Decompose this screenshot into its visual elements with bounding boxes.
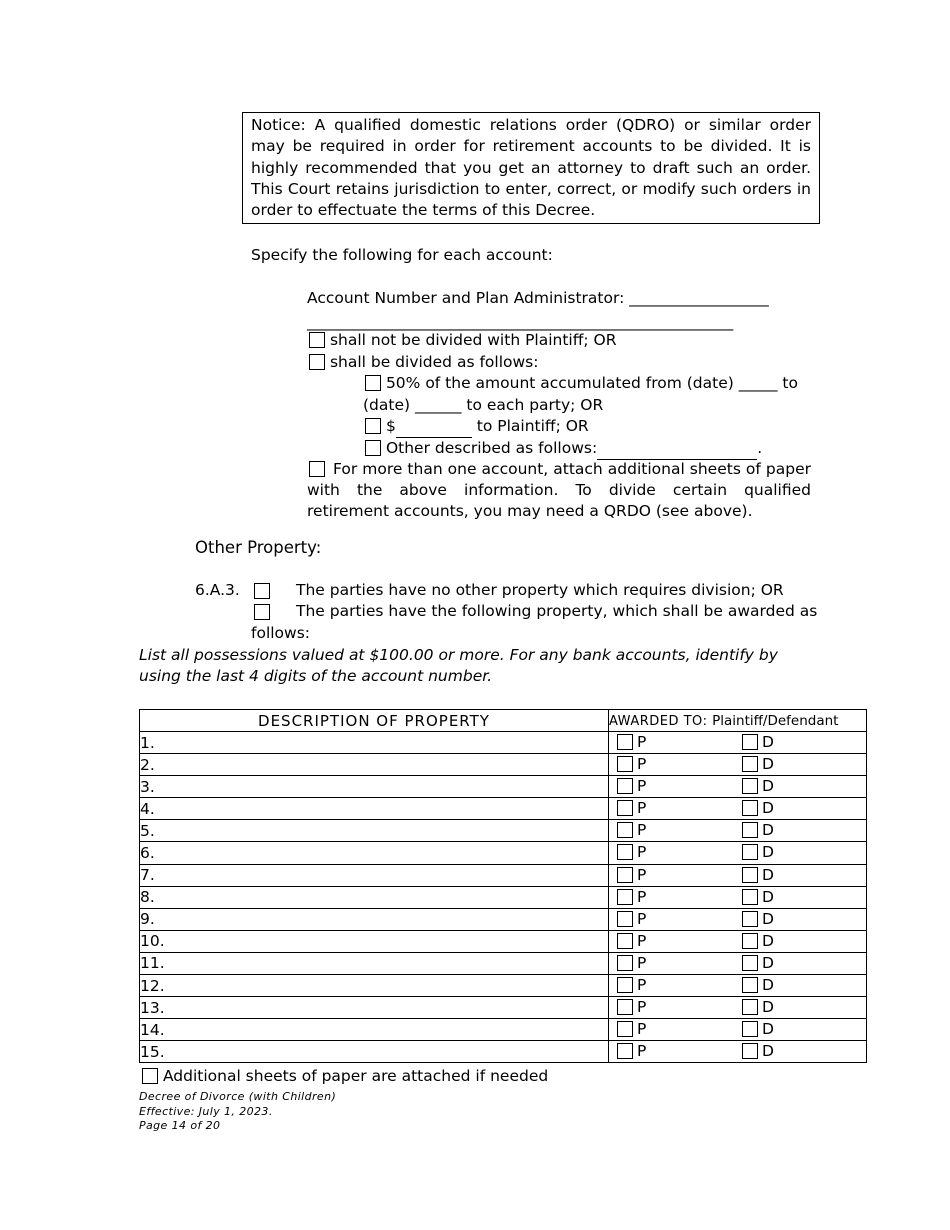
plaintiff-label: P — [637, 976, 647, 995]
row-number: 3. — [140, 777, 155, 796]
footer-form-title: Decree of Divorce (with Children) — [139, 1090, 337, 1103]
row-number: 5. — [140, 821, 155, 840]
additional-sheets-checkbox[interactable] — [142, 1068, 158, 1084]
not-divided-label: shall not be divided with Plaintiff; OR — [329, 331, 617, 349]
defendant-label: D — [762, 777, 774, 796]
more-accounts-text: For more than one account, attach additional sheets of paper with the above information. To divide certain qualified retirement accounts, you may need a QRDO (see above). — [307, 460, 811, 520]
defendant-label: D — [762, 1020, 774, 1039]
plaintiff-checkbox[interactable] — [617, 911, 633, 927]
footer-page-number: Page 14 of 20 — [139, 1119, 221, 1132]
defendant-checkbox[interactable] — [742, 778, 758, 794]
defendant-checkbox[interactable] — [742, 844, 758, 860]
option-divided — [309, 352, 538, 373]
table-row — [140, 864, 867, 886]
property-table — [139, 709, 867, 1063]
awarded-cell — [609, 798, 867, 820]
account-number-field[interactable]: Account Number and Plan Administrator: __________________ — [307, 289, 769, 307]
plaintiff-label: P — [637, 843, 647, 862]
table-row — [140, 1019, 867, 1041]
defendant-checkbox[interactable] — [742, 734, 758, 750]
plaintiff-checkbox[interactable] — [617, 778, 633, 794]
awarded-cell — [609, 732, 867, 754]
defendant-checkbox[interactable] — [742, 800, 758, 816]
plaintiff-label: P — [637, 1020, 647, 1039]
plaintiff-checkbox[interactable] — [617, 800, 633, 816]
defendant-label: D — [762, 998, 774, 1017]
plaintiff-checkbox[interactable] — [617, 889, 633, 905]
awarded-cell — [609, 886, 867, 908]
row-number: 13. — [140, 998, 165, 1017]
fifty-percent-label-cont: (date) ______ to each party; OR — [363, 396, 604, 414]
description-column-header: DESCRIPTION OF PROPERTY — [140, 710, 609, 732]
defendant-label: D — [762, 953, 774, 972]
property-description-cell[interactable] — [140, 1041, 609, 1063]
option-fifty-percent — [365, 373, 798, 394]
additional-sheets-label: Additional sheets of paper are attached if needed — [162, 1067, 549, 1085]
defendant-checkbox[interactable] — [742, 867, 758, 883]
property-description-cell[interactable] — [140, 886, 609, 908]
property-description-cell[interactable] — [140, 820, 609, 842]
plaintiff-label: P — [637, 1042, 647, 1061]
awarded-sub-label: Plaintiff/Defendant — [712, 712, 839, 729]
property-description-cell[interactable] — [140, 908, 609, 930]
defendant-checkbox[interactable] — [742, 822, 758, 838]
defendant-label: D — [762, 843, 774, 862]
dollar-amount-field[interactable] — [396, 416, 472, 438]
other-end: . — [757, 439, 763, 457]
awarded-cell — [609, 930, 867, 952]
table-row — [140, 908, 867, 930]
other-label: Other described as follows: — [385, 439, 598, 457]
row-number: 9. — [140, 910, 155, 929]
property-description-cell[interactable] — [140, 732, 609, 754]
table-header-row — [140, 710, 867, 732]
account-number-line[interactable]: _______________________________________________________ — [307, 313, 734, 331]
plaintiff-checkbox[interactable] — [617, 822, 633, 838]
plaintiff-checkbox[interactable] — [617, 999, 633, 1015]
awarded-cell — [609, 1041, 867, 1063]
defendant-checkbox[interactable] — [742, 977, 758, 993]
row-number: 6. — [140, 844, 155, 863]
more-accounts-paragraph — [307, 459, 811, 522]
other-checkbox[interactable] — [365, 440, 381, 456]
table-row — [140, 754, 867, 776]
awarded-cell — [609, 975, 867, 997]
awarded-cell — [609, 1019, 867, 1041]
defendant-checkbox[interactable] — [742, 1043, 758, 1059]
option-dollar-amount — [365, 416, 589, 438]
defendant-label: D — [762, 755, 774, 774]
defendant-label: D — [762, 733, 774, 751]
row-number: 4. — [140, 799, 155, 818]
row-number: 11. — [140, 954, 165, 973]
awarded-cell — [609, 776, 867, 798]
plaintiff-label: P — [637, 909, 647, 928]
plaintiff-checkbox[interactable] — [617, 867, 633, 883]
plaintiff-label: P — [637, 998, 647, 1017]
row-number: 14. — [140, 1020, 165, 1039]
row-number: 2. — [140, 755, 155, 774]
row-number: 15. — [140, 1042, 165, 1061]
qdro-notice: Notice: A qualified domestic relations order (QDRO) or similar order may be required in order for retirement accounts to be divided. It is highly recommended that you get an attorney to draft such an order. This Court retains jurisdiction to enter, correct, or modify such orders in order to effectuate the terms of this Decree. — [242, 112, 820, 224]
awarded-cell — [609, 864, 867, 886]
row-number: 1. — [140, 733, 155, 752]
defendant-checkbox[interactable] — [742, 911, 758, 927]
property-description-cell[interactable] — [140, 952, 609, 974]
property-description-cell[interactable] — [140, 1019, 609, 1041]
defendant-label: D — [762, 909, 774, 928]
row-number: 7. — [140, 866, 155, 885]
plaintiff-label: P — [637, 799, 647, 818]
defendant-label: D — [762, 976, 774, 995]
option-not-divided — [309, 330, 617, 351]
plaintiff-checkbox[interactable] — [617, 933, 633, 949]
divided-label: shall be divided as follows: — [329, 353, 539, 371]
dollar-prefix: $ — [385, 417, 396, 435]
no-other-property-label: The parties have no other property which requires division; OR — [296, 581, 784, 599]
table-row — [140, 997, 867, 1019]
table-row — [140, 732, 867, 754]
property-description-cell[interactable] — [140, 975, 609, 997]
defendant-label: D — [762, 931, 774, 950]
awarded-cell — [609, 754, 867, 776]
other-property-heading: Other Property: — [195, 538, 322, 557]
table-row — [140, 952, 867, 974]
plaintiff-label: P — [637, 931, 647, 950]
plaintiff-label: P — [637, 887, 647, 906]
defendant-label: D — [762, 799, 774, 818]
section-number: 6.A.3. — [195, 581, 240, 599]
table-row — [140, 886, 867, 908]
plaintiff-checkbox[interactable] — [617, 756, 633, 772]
option-other — [365, 438, 762, 460]
have-property-checkbox[interactable] — [254, 604, 270, 620]
additional-sheets-row — [142, 1066, 548, 1087]
plaintiff-label: P — [637, 777, 647, 796]
defendant-checkbox[interactable] — [742, 756, 758, 772]
have-property-label-cont: follows: — [251, 624, 311, 642]
defendant-checkbox[interactable] — [742, 1021, 758, 1037]
not-divided-checkbox[interactable] — [309, 332, 325, 348]
footer-effective-date: Effective: July 1, 2023. — [139, 1104, 273, 1118]
awarded-cell — [609, 997, 867, 1019]
awarded-cell — [609, 842, 867, 864]
plaintiff-label: P — [637, 953, 647, 972]
fifty-percent-label: 50% of the amount accumulated from (date) _____ to — [385, 374, 798, 392]
other-description-field[interactable] — [597, 438, 757, 460]
plaintiff-label: P — [637, 865, 647, 884]
table-row — [140, 820, 867, 842]
row-number: 12. — [140, 976, 165, 995]
plaintiff-label: P — [637, 755, 647, 774]
defendant-label: D — [762, 821, 774, 840]
divided-checkbox[interactable] — [309, 354, 325, 370]
defendant-label: D — [762, 887, 774, 906]
table-row — [140, 842, 867, 864]
property-description-cell[interactable] — [140, 997, 609, 1019]
defendant-checkbox[interactable] — [742, 955, 758, 971]
dollar-amount-checkbox[interactable] — [365, 418, 381, 434]
no-other-property-checkbox[interactable] — [254, 583, 270, 599]
fifty-percent-checkbox[interactable] — [365, 375, 381, 391]
dollar-suffix: to Plaintiff; OR — [476, 417, 589, 435]
defendant-label: D — [762, 865, 774, 884]
table-row — [140, 975, 867, 997]
awarded-cell — [609, 952, 867, 974]
table-row — [140, 798, 867, 820]
table-row — [140, 1041, 867, 1063]
defendant-label: D — [762, 1042, 774, 1061]
plaintiff-checkbox[interactable] — [617, 955, 633, 971]
plaintiff-checkbox[interactable] — [617, 977, 633, 993]
have-property-label: The parties have the following property, which shall be awarded as — [296, 602, 818, 620]
defendant-checkbox[interactable] — [742, 889, 758, 905]
awarded-cell — [609, 820, 867, 842]
row-number: 8. — [140, 888, 155, 907]
footer — [139, 1090, 336, 1134]
specify-instruction: Specify the following for each account: — [251, 246, 553, 264]
property-description-cell[interactable] — [140, 842, 609, 864]
plaintiff-checkbox[interactable] — [617, 1043, 633, 1059]
awarded-cell — [609, 908, 867, 930]
row-number: 10. — [140, 932, 165, 951]
property-description-cell[interactable] — [140, 930, 609, 952]
property-description-cell[interactable] — [140, 798, 609, 820]
table-row — [140, 776, 867, 798]
more-accounts-checkbox[interactable] — [309, 461, 325, 477]
property-description-cell[interactable] — [140, 776, 609, 798]
defendant-checkbox[interactable] — [742, 933, 758, 949]
property-description-cell[interactable] — [140, 864, 609, 886]
table-row — [140, 930, 867, 952]
plaintiff-label: P — [637, 821, 647, 840]
possessions-instructions: List all possessions valued at $100.00 or more. For any bank accounts, identify by using the last 4 digits of the account number. — [139, 646, 778, 685]
plaintiff-label: P — [637, 733, 647, 751]
plaintiff-checkbox[interactable] — [617, 1021, 633, 1037]
awarded-column-header — [609, 710, 867, 732]
property-description-cell[interactable] — [140, 754, 609, 776]
plaintiff-checkbox[interactable] — [617, 734, 633, 750]
plaintiff-checkbox[interactable] — [617, 844, 633, 860]
defendant-checkbox[interactable] — [742, 999, 758, 1015]
awarded-label: AWARDED TO: — [609, 713, 708, 729]
